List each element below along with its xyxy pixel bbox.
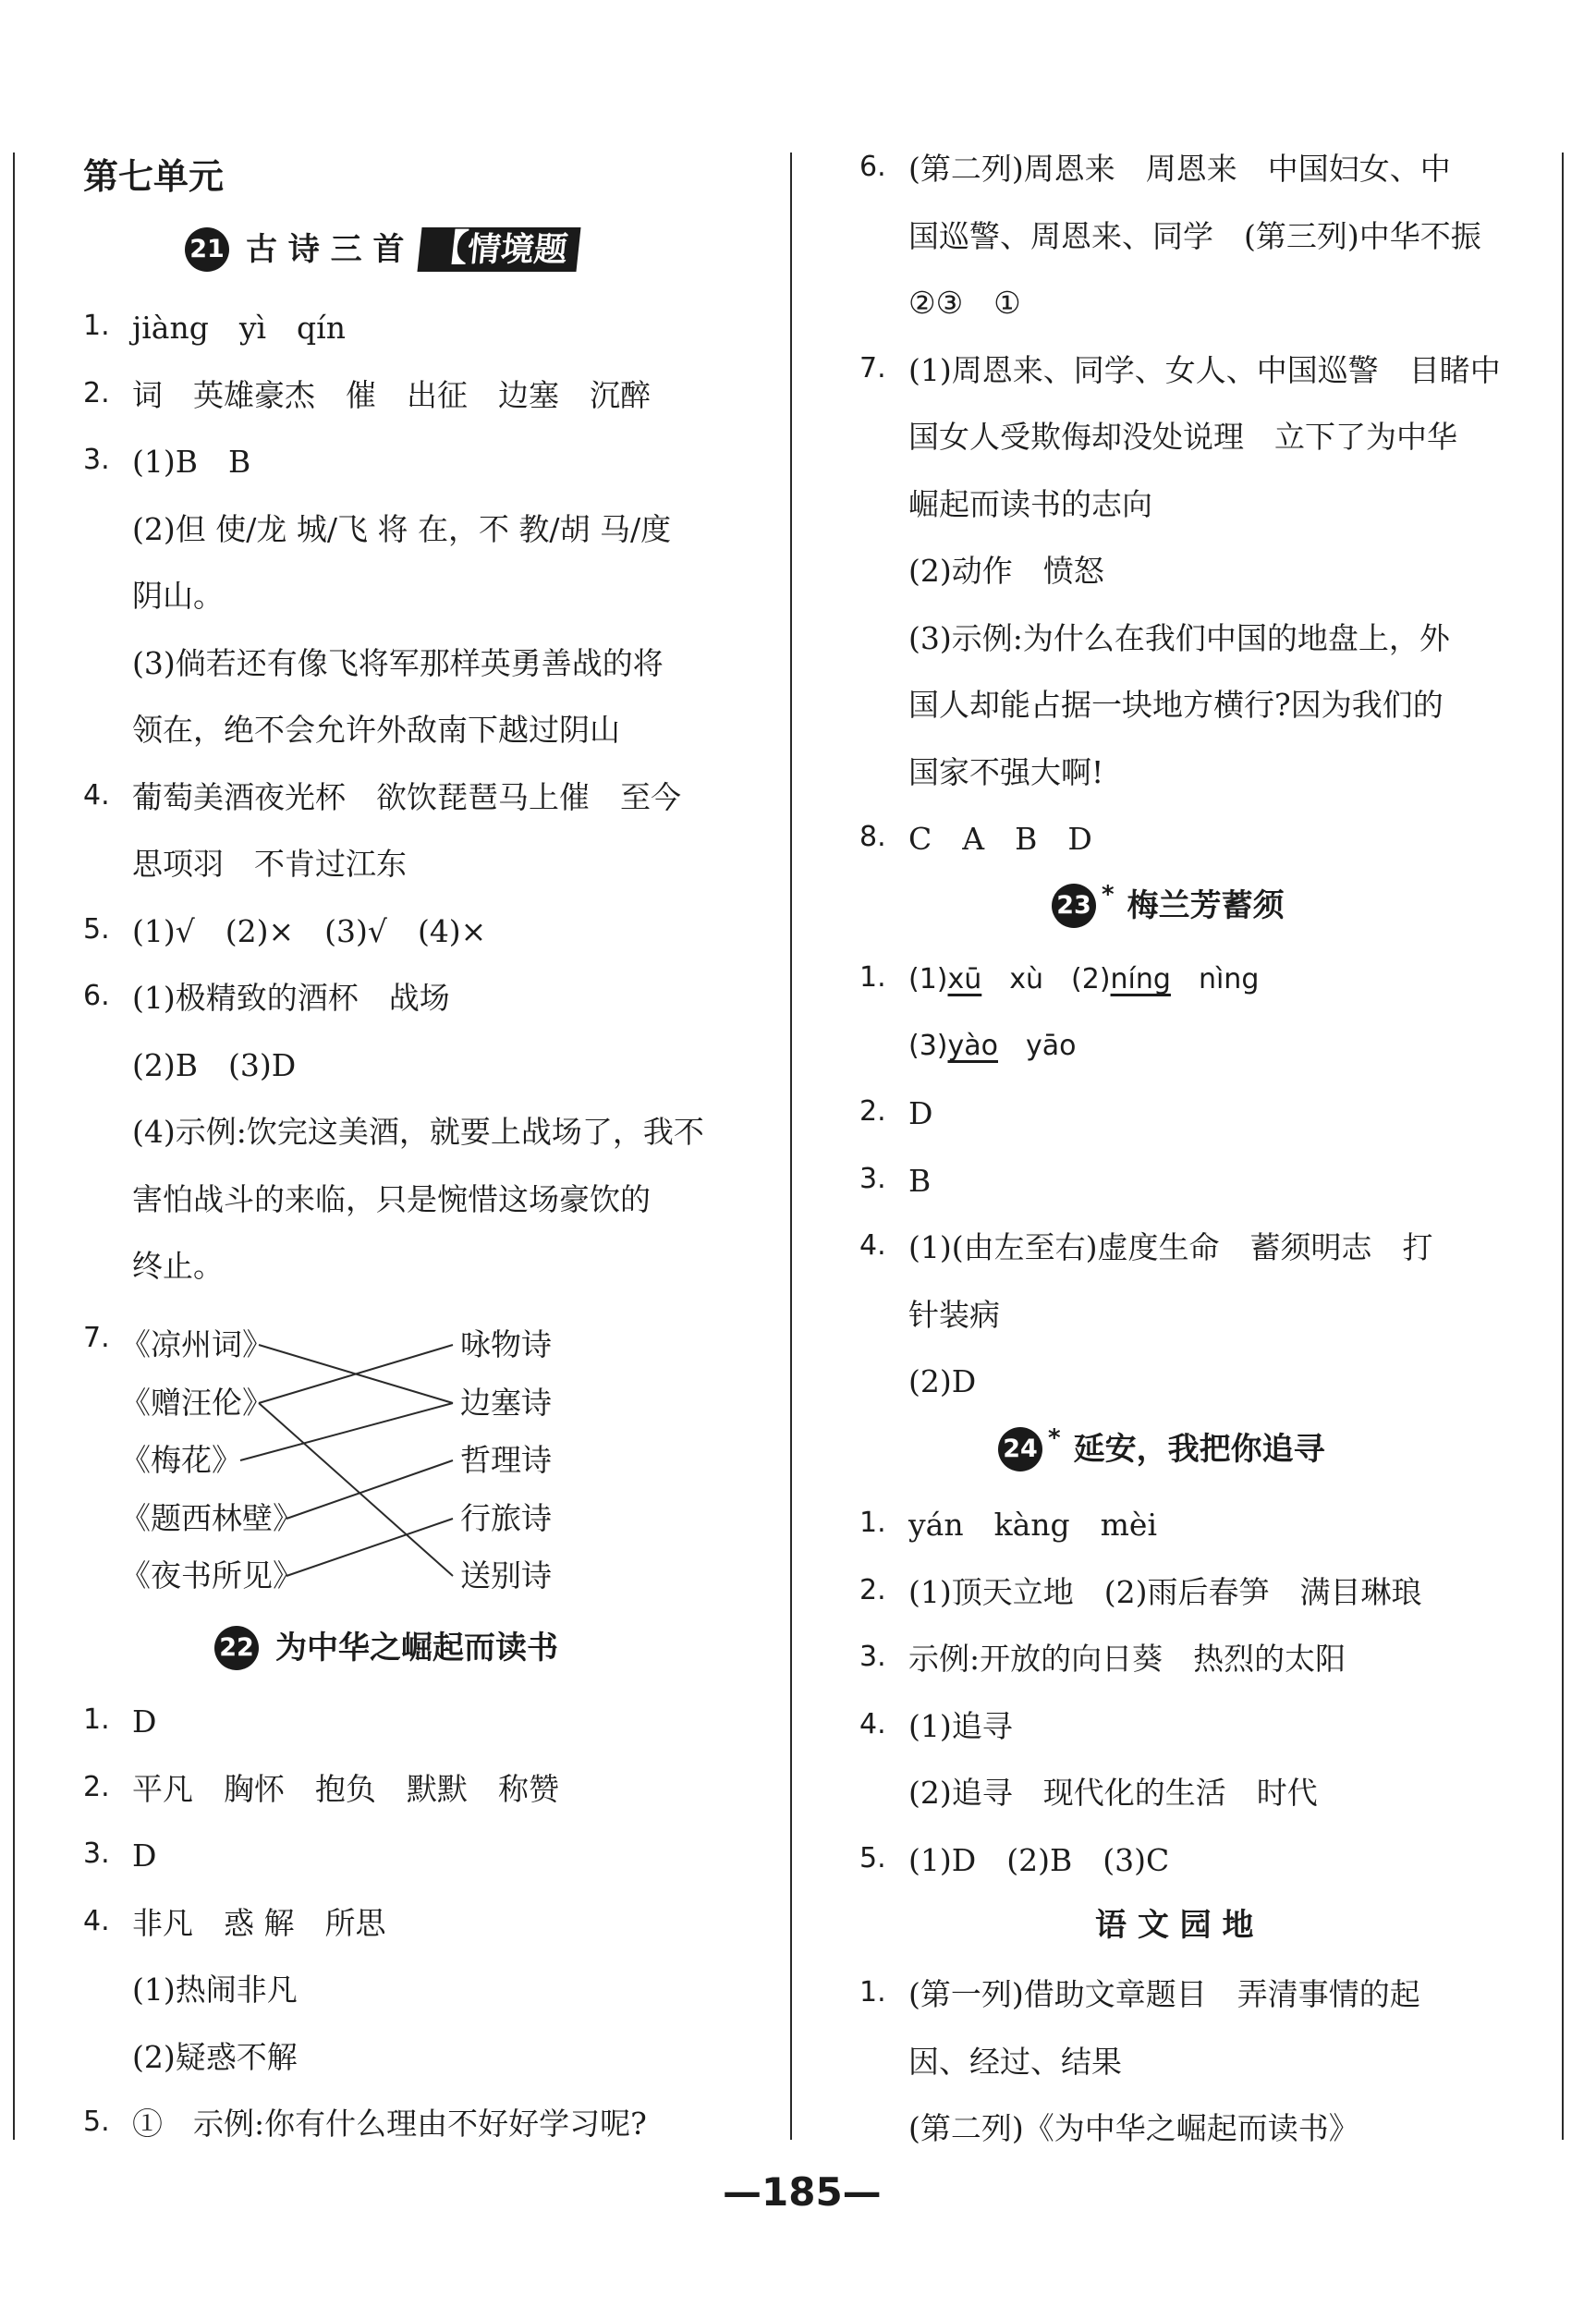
page-number: —185— [723,2169,882,2215]
poem-category: 边塞诗 [460,1385,552,1421]
answer-line: (2)动作 愤怒 [908,553,1104,589]
lesson-22-title: 为中华之崛起而读书 [275,1630,558,1667]
answer-line: 终止。 [132,1248,224,1284]
answer-line: 国家不强大啊! [908,753,1104,790]
answer-line: (3)示例:为什么在我们中国的地盘上，外 [908,619,1450,656]
situation-question-tag: 【情境题 [417,227,580,272]
q-number: 2. [859,1095,886,1128]
answer-line: 针装病 [908,1296,1000,1333]
answer-line: (1)热闹非凡 [132,1972,298,2008]
answer-line: (1)追寻 [908,1707,1013,1744]
answer-line: (1)xū xù (2)níng nìng [908,963,1260,995]
answer-line: ① 示例:你有什么理由不好好学习呢? [132,2106,647,2142]
poem-category: 哲理诗 [460,1442,552,1478]
q-number: 5. [859,1841,886,1874]
lesson-23-heading [1052,883,1285,929]
poem-title: 《梅花》 [120,1442,242,1478]
poem-category: 咏物诗 [460,1326,552,1362]
lesson-24-badge: 24 [998,1427,1042,1471]
lesson-23-title: 梅兰芳蓄须 [1127,887,1285,924]
answer-line: D [908,1095,933,1131]
chinese-garden-heading [1095,1902,1254,1948]
q-number: 2. [83,1770,110,1803]
poem-category: 行旅诗 [460,1500,552,1536]
matching-exercise [120,1317,582,1613]
answer-line: (3)倘若还有像飞将军那样英勇善战的将 [132,644,664,681]
answer-line: 葡萄美酒夜光杯 欲饮琵琶马上催 至今 [132,778,681,815]
lesson-22-badge: 22 [214,1626,259,1670]
poem-title: 《凉州词》 [120,1326,273,1362]
underlined-pinyin: níng [1110,963,1171,995]
q-number: 4. [83,1904,110,1937]
q-number: 1. [859,961,886,994]
answer-line: 国女人受欺侮却没处说理 立下了为中华 [908,419,1457,455]
answer-line: 崛起而读书的志向 [908,485,1152,522]
column-divider [790,153,792,2140]
answer-line: (第一列)借助文章题目 弄清事情的起 [908,1976,1420,2012]
answer-line: (1)(由左至右)虚度生命 蓄须明志 打 [908,1229,1433,1265]
poem-title: 《题西林壁》 [120,1500,303,1536]
q-number: 3. [859,1641,886,1673]
lesson-22-heading [214,1625,558,1671]
answer-line: 词 英雄豪杰 催 出征 边塞 沉醉 [132,376,651,413]
answer-line: (2)B (3)D [132,1046,297,1083]
answer-line: (第二列)《为中华之崛起而读书》 [908,2110,1359,2146]
right-margin-rule [1562,153,1564,2140]
optional-star: * [1048,1424,1061,1452]
answer-line: (1)顶天立地 (2)雨后春笋 满目琳琅 [908,1573,1422,1610]
match-line [286,1519,453,1576]
answer-line: 因、经过、结果 [908,2043,1122,2080]
q-number: 3. [859,1162,886,1195]
q-number: 6. [83,980,110,1012]
answer-line: (1)B B [132,444,251,480]
lesson-24-title: 延安，我把你追寻 [1073,1431,1325,1468]
match-line [286,1460,453,1519]
q-number: 3. [83,444,110,476]
q-number: 4. [83,778,110,812]
q-number: 4. [859,1707,886,1740]
lesson-24-heading [998,1426,1325,1472]
answer-line: (1)极精致的酒杯 战场 [132,980,450,1016]
q-number: 8. [859,821,886,853]
q-number: 4. [859,1229,886,1262]
lesson-21-heading [185,226,579,273]
answer-line: B [908,1162,932,1199]
poem-title: 《夜书所见》 [120,1557,303,1593]
answer-line: 领在，绝不会允许外敌南下越过阴山 [132,712,620,748]
answer-line: 阴山。 [132,578,224,614]
answer-line: 国人却能占据一块地方横行?因为我们的 [908,687,1444,723]
underlined-pinyin: xū [947,963,982,995]
answer-line: ②③ ① [908,285,1021,321]
answer-line: (2)疑惑不解 [132,2038,298,2075]
answer-line: 国巡警、周恩来、同学 (第三列)中华不振 [908,217,1481,254]
underlined-pinyin: yào [947,1030,998,1062]
q-number: 3. [83,1838,110,1870]
poem-title: 《赠汪伦》 [120,1385,273,1421]
lesson-21-title: 古 诗 三 首 [246,231,405,268]
answer-line: (2)D [908,1363,977,1399]
q-number: 5. [83,2106,110,2138]
chinese-garden-title: 语 文 园 地 [1095,1907,1254,1944]
answer-line: 害怕战斗的来临，只是惋惜这场豪饮的 [132,1180,651,1217]
answer-line: yán kàng mèi [908,1507,1157,1543]
answer-line: 非凡 惑 解 所思 [132,1904,386,1941]
answer-line: jiàng yì qín [132,310,346,346]
q-number: 5. [83,912,110,946]
answer-line: (1)√ (2)× (3)√ (4)× [132,912,487,949]
q-number: 1. [83,310,110,342]
unit-title: 第七单元 [83,156,225,197]
q-number: 1. [859,1507,886,1539]
answer-line: (1)D (2)B (3)C [908,1841,1170,1878]
q-number: 6. [859,151,886,183]
answer-line: 示例:开放的向日葵 热烈的太阳 [908,1641,1346,1677]
q-number: 1. [83,1703,110,1736]
answer-line: D [132,1703,157,1740]
answer-line: C A B D [908,821,1092,857]
answer-line: D [132,1838,157,1874]
q7-number: 7. [83,1322,110,1354]
answer-line: (2)追寻 现代化的生活 时代 [908,1775,1318,1811]
left-margin-rule [13,153,15,2140]
answer-line: (1)周恩来、同学、女人、中国巡警 目睹中 [908,351,1501,388]
poem-category: 送别诗 [460,1557,552,1593]
answer-line: (2)但 使/龙 城/飞 将 在，不 教/胡 马/度 [132,510,672,547]
lesson-23-badge: 23 [1052,884,1096,928]
q-number: 2. [83,376,110,409]
q-number: 2. [859,1573,886,1606]
lesson-21-badge: 21 [185,227,229,272]
optional-star: * [1102,881,1115,909]
q-number: 1. [859,1976,886,2009]
q-number: 7. [859,351,886,385]
answer-line: 思项羽 不肯过江东 [132,846,407,882]
answer-line: (4)示例:饮完这美酒，就要上战场了，我不 [132,1114,704,1150]
answer-line: (第二列)周恩来 周恩来 中国妇女、中 [908,151,1451,187]
answer-line: 平凡 胸怀 抱负 默默 称赞 [132,1770,559,1807]
answer-line: (3)yào yāo [908,1030,1077,1062]
